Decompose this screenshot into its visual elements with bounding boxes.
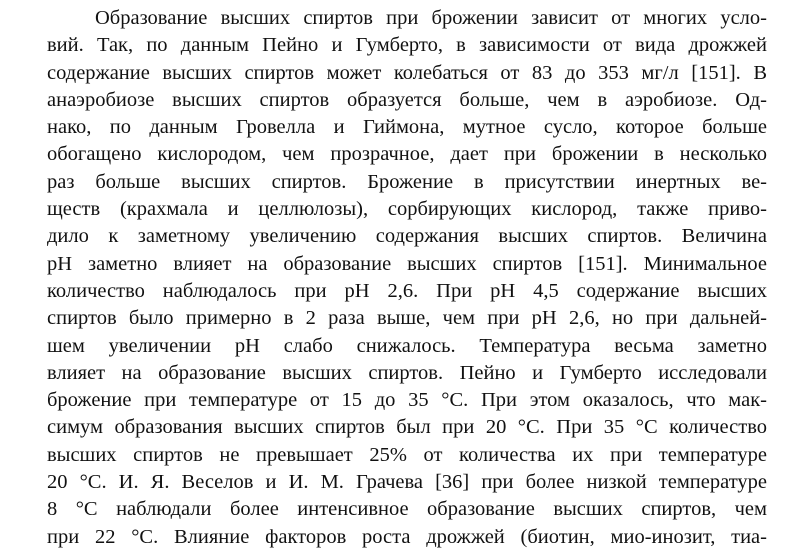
paragraph-line: раз больше высших спиртов. Брожение в присутствии инертных ве- bbox=[47, 170, 767, 193]
paragraph-line: 20 °С. И. Я. Веселов и И. М. Грачева [36] при более низкой температуре bbox=[47, 471, 767, 494]
paragraph-line: спиртов было примерно в 2 раза выше, чем при pH 2,6, но при дальней- bbox=[47, 307, 767, 330]
paragraph-line: при 22 °С. Влияние факторов роста дрожжей (биотин, мио-инозит, тиа- bbox=[47, 525, 767, 548]
paragraph-line: нако, по данным Гровелла и Гиймона, мутное сусло, которое больше bbox=[47, 116, 767, 139]
paragraph-line: pH заметно влияет на образование высших спиртов [151]. Минимальное bbox=[47, 252, 767, 275]
paragraph-line: 8 °С наблюдали более интенсивное образование высших спиртов, чем bbox=[47, 498, 767, 521]
paragraph-line: высших спиртов не превышает 25% от количества их при температуре bbox=[47, 443, 767, 466]
paragraph-line: дило к заметному увеличению содержания высших спиртов. Величина bbox=[47, 225, 767, 248]
paragraph-line: количество наблюдалось при pH 2,6. При pH 4,5 содержание высших bbox=[47, 279, 767, 302]
paragraph-line: влияет на образование высших спиртов. Пейно и Гумберто исследовали bbox=[47, 361, 767, 384]
paragraph-line: содержание высших спиртов может колебаться от 83 до 353 мг/л [151]. В bbox=[47, 61, 767, 84]
paragraph-line: вий. Так, по данным Пейно и Гумберто, в зависимости от вида дрожжей bbox=[47, 34, 767, 57]
paragraph-line: симум образования высших спиртов был при 20 °С. При 35 °С количество bbox=[47, 416, 767, 439]
paragraph-line: шем увеличении pH слабо снижалось. Температура весьма заметно bbox=[47, 334, 767, 357]
paragraph-line: анаэробиозе высших спиртов образуется больше, чем в аэробиозе. Од- bbox=[47, 88, 767, 111]
paragraph-line: Образование высших спиртов при брожении зависит от многих усло- bbox=[95, 7, 767, 29]
paragraph-line: брожение при температуре от 15 до 35 °С. При этом оказалось, что мак- bbox=[47, 389, 767, 412]
document-page bbox=[47, 5, 767, 551]
paragraph-line: ществ (крахмала и целлюлозы), сорбирующих кислород, также приво- bbox=[47, 198, 767, 221]
paragraph-line: обогащено кислородом, чем прозрачное, дает при брожении в несколько bbox=[47, 143, 767, 166]
body-paragraph bbox=[47, 5, 767, 551]
